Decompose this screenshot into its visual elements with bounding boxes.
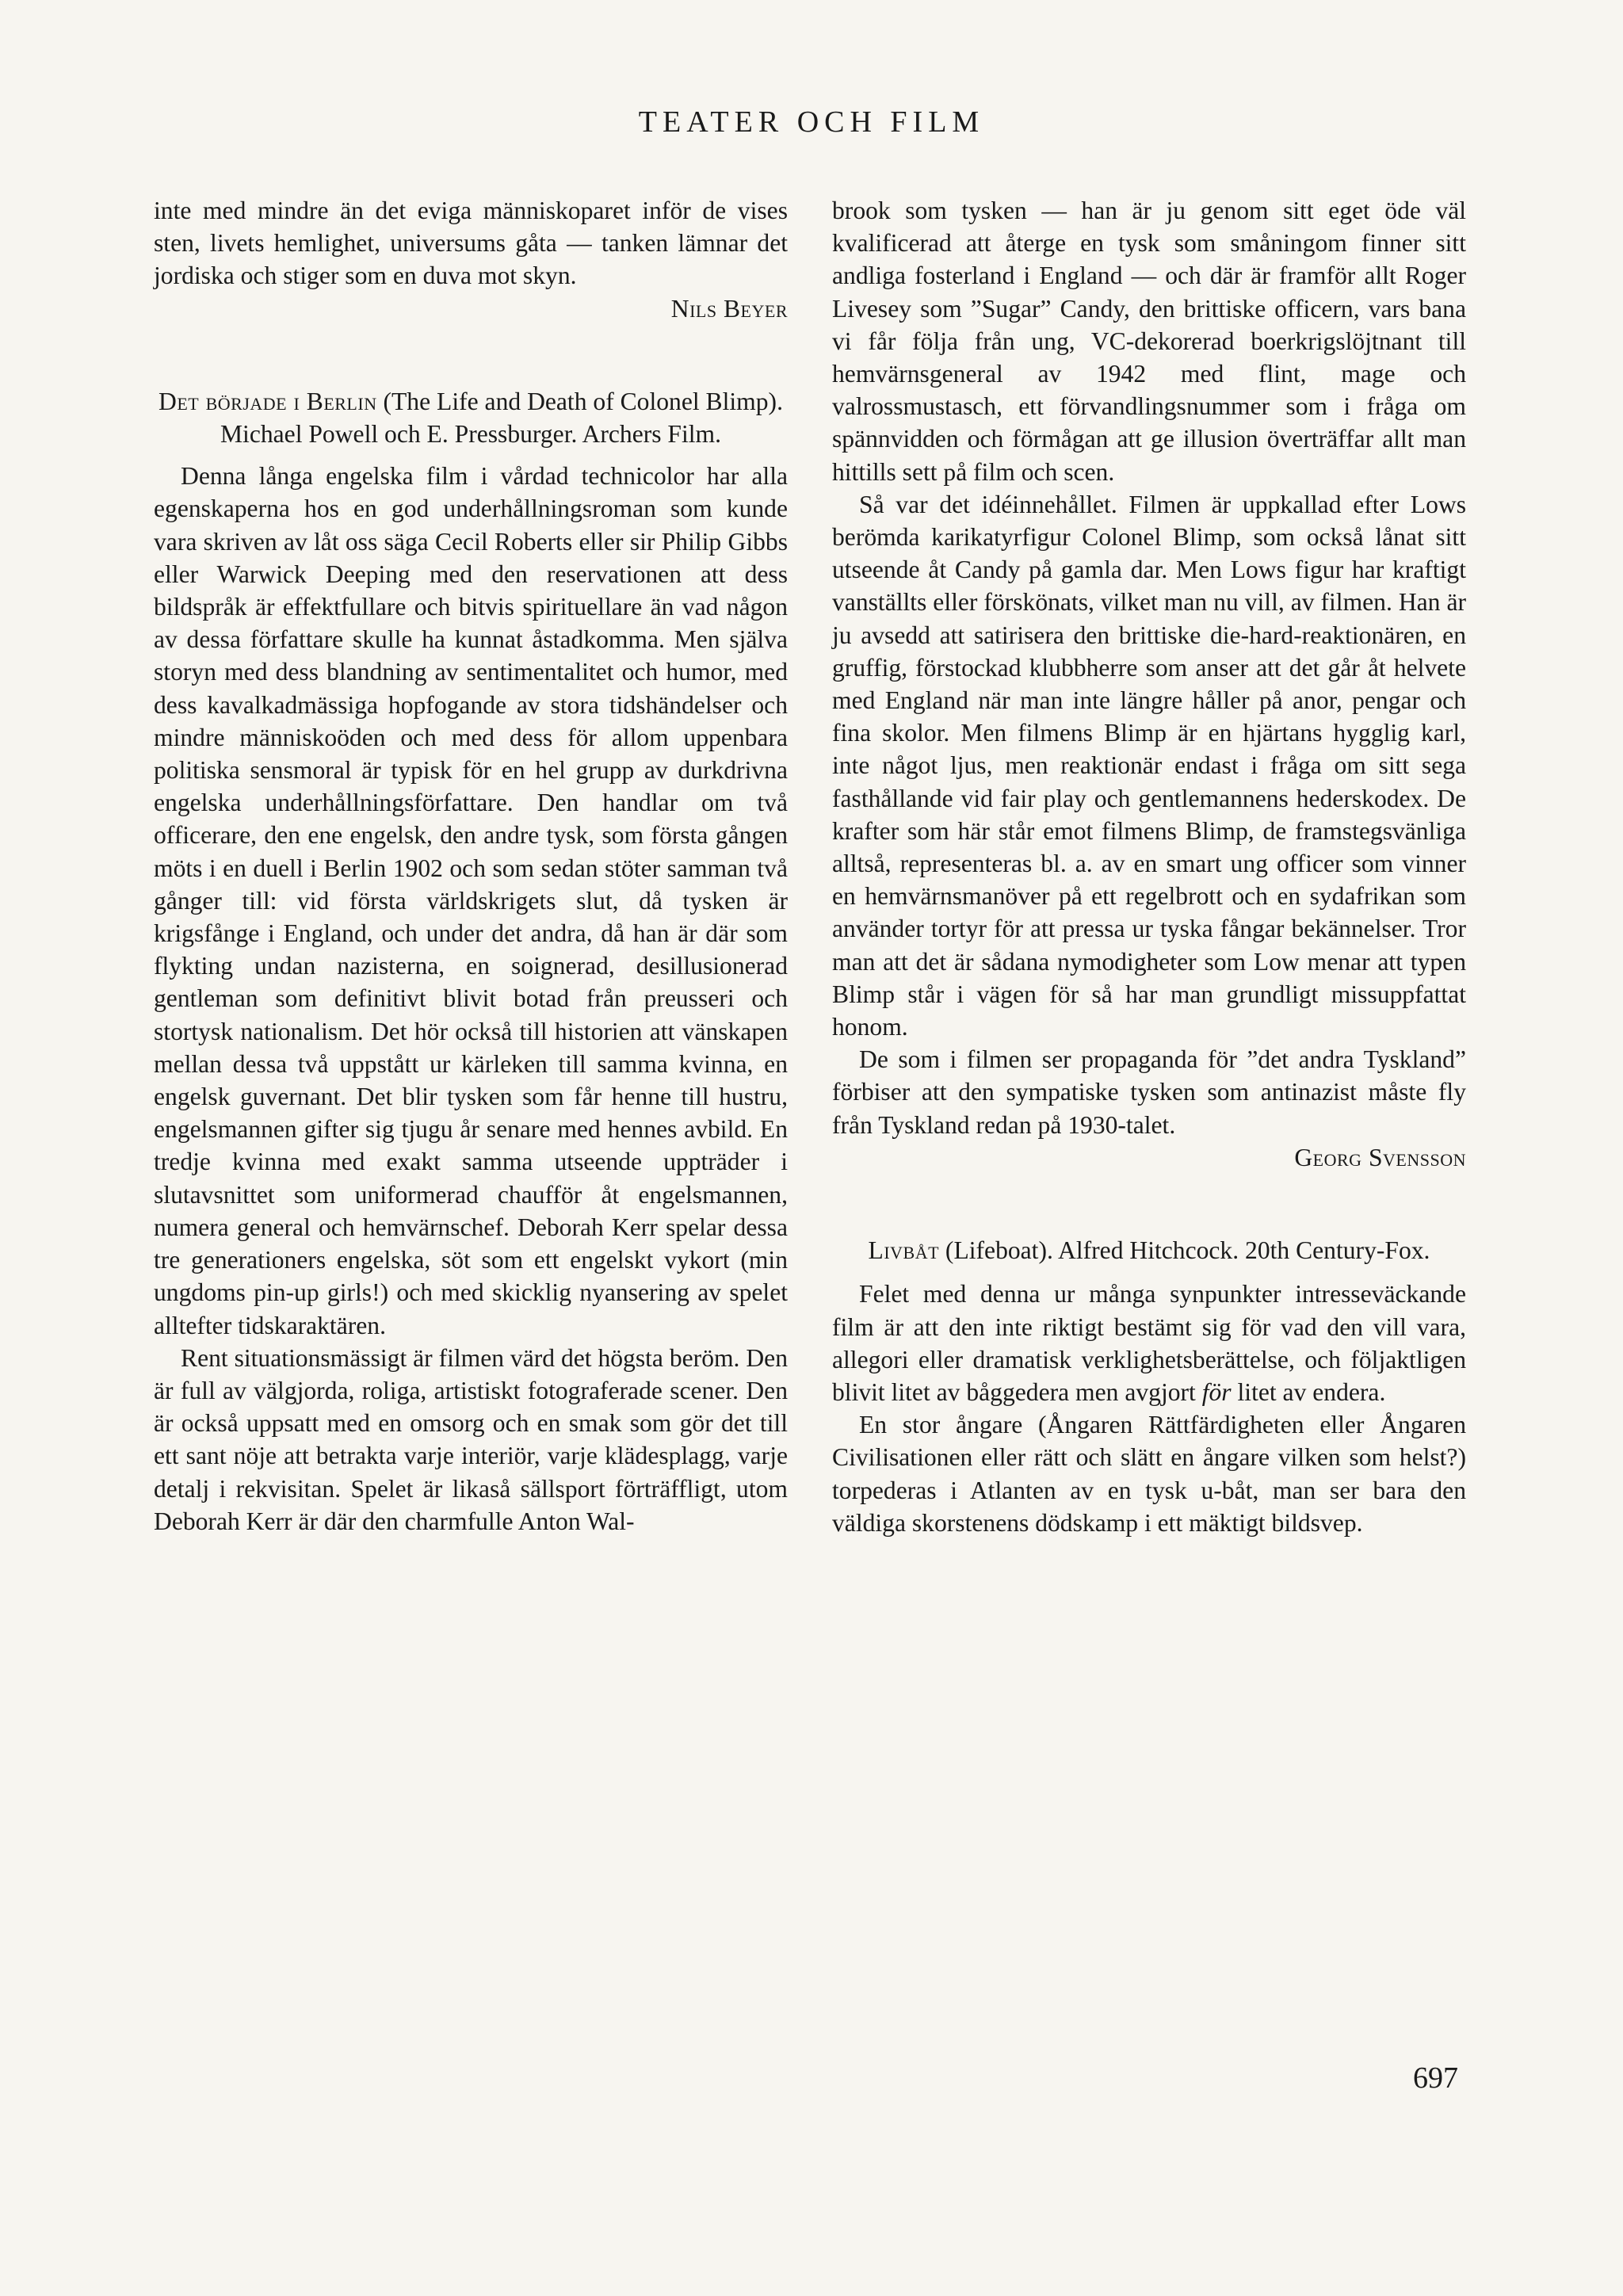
continuation-paragraph: inte med mindre än det eviga människoparet inför de vises sten, livets hemlighet, universums gåta — tanken lämnar det jordiska och stiger som en duva mot skyn. [154, 197, 788, 290]
review-title-caps: Livbåt [868, 1236, 940, 1265]
left-column [154, 194, 788, 1538]
page-number: 697 [1413, 2061, 1458, 2095]
paragraph: Så var det idéinnehållet. Filmen är uppkallad efter Lows berömda karikatyrfigur Colonel Blimp, som också lånat sitt utseende åt Candy på gamla dar. Men Lows figur har kraftigt vanställts eller förskönats, vilket man nu vill, av filmen. Han är ju avsedd att satirisera den brittiske die-hard-reaktionären, en gruffig, förstockad klubbherre som anser att det går åt helvete med England när man inte längre håller på anor, pengar och fina skolor. Men filmens Blimp är en hjärtans hygglig karl, inte något ljus, men reaktionär endast i fråga om sitt sega fasthållande vid fair play och gentlemannens hederskodex. De krafter som här står emot filmens Blimp, de framstegsvänliga alltså, representeras bl. a. av en smart ung officer som vinner en hemvärnsmanöver på ett regelbrott och en sydafrikan som använder tortyr för att pressa ur tyska fångar bekännelser. Tror man att det är sådana nymodigheter som Low menar att typen Blimp står i vägen för så har man grundligt missuppfattat honom. [832, 490, 1466, 1041]
signature-line [154, 292, 788, 325]
review-heading [154, 385, 788, 450]
right-column [832, 194, 1466, 1539]
paragraph: Rent situationsmässigt är filmen värd det högsta beröm. Den är full av välgjorda, roliga, artistiskt fotograferade scener. Den är också uppsatt med en omsorg och en smak som gör det till ett sant nöje att betrakta varje interiör, varje klädesplagg, varje detalj i rekvisitan. Spelet är likaså sällsport förträffligt, utom Deborah Kerr är där den charmfulle Anton Wal- [154, 1343, 788, 1535]
author-signature: Georg Svensson [1294, 1143, 1466, 1171]
emphasis: för [1201, 1377, 1232, 1406]
review-title-caps: Det började i Berlin [158, 387, 377, 415]
author-signature: Nils Beyer [670, 294, 788, 323]
signature-line [832, 1141, 1466, 1174]
review-title-rest: (Lifeboat). Alfred Hitchcock. 20th Century-Fox. [939, 1236, 1430, 1265]
paragraph: Denna långa engelska film i vårdad technicolor har alla egenskaperna hos en god underhållningsroman som kunde vara skriven av låt oss säga Cecil Roberts eller sir Philip Gibbs eller Warwick Deeping med den reservationen att dess bildspråk är effektfullare och bitvis spirituellare än vad någon av dessa författare skulle ha kunnat åstadkomma. Men själva storyn med dess blandning av sentimentalitet och humor, med dess kavalkadmässiga hopfogande av stora tidshändelser och mindre människoöden och med dess för allom uppenbara politiska sensmoral är typisk för en hel grupp av durkdrivna engelska underhållningsförfattare. Den handlar om två officerare, den ene engelsk, den andre tysk, som första gången möts i en duell i Berlin 1902 och som sedan stöter samman två gånger till: vid första världskrigets slut, då tysken är krigsfånge i England, och under det andra, då han är där som flykting undan nazisterna, en soignerad, desillusionerad gentleman som definitivt blivit botad från preusseri och stortysk nationalism. Det hör också till historien att vänskapen mellan dessa två uppstått ur kärleken till samma kvinna, en engelsk guvernant. Det blir tysken som får henne till hustru, engelsmannen gifter sig tjugu år senare med hennes avbild. En tredje kvinna med exakt samma utseende uppträder i slutavsnittet som uniformerad chaufför åt engelsmannen, numera general och hemvärnschef. Deborah Kerr spelar dessa tre generationers engelska, söt som ett engelskt vykort (min ungdoms pin-up girls!) och med skicklig nyansering av spelet alltefter tidskaraktären. [154, 462, 788, 1339]
paragraph: brook som tysken — han är ju genom sitt eget öde väl kvalificerad att återge en tysk som småningom finner sitt andliga fosterland i England — och där är framför allt Roger Livesey som ”Sugar” Candy, den brittiske officern, vars bana vi får följa från ung, VC-dekorerad boerkrigslöjtnant till hemvärnsgeneral av 1942 med flint, mage och valrossmustasch, ett förvandlingsnummer som i fråga om spännvidden och förmågan att ge illusion överträffar allt man hittills sett på film och scen. [832, 197, 1466, 486]
paragraph: Felet med denna ur många synpunkter intresseväckande film är att den inte riktigt bestämt sig för vad den vill vara, allegori eller dramatisk verklighetsberättelse, och följaktligen blivit litet av båggedera men avgjort för litet av endera. [832, 1280, 1466, 1406]
running-header: TEATER OCH FILM [638, 105, 985, 139]
review-heading [832, 1234, 1466, 1266]
paragraph: En stor ångare (Ångaren Rättfärdigheten eller Ångaren Civilisationen eller rätt och slätt en ångare vilken som helst?) torpederas i Atlanten av en tysk u-båt, man ser bara den väldiga skorstenens dödskamp i ett mäktigt bildsvep. [832, 1411, 1466, 1537]
paragraph: De som i filmen ser propaganda för ”det andra Tyskland” förbiser att den sympatiske tysken som antinazist måste fly från Tyskland redan på 1930-talet. [832, 1045, 1466, 1139]
review-title-rest: (The Life and Death of Colonel Blimp). Michael Powell och E. Pressburger. Archers Film. [220, 387, 783, 449]
